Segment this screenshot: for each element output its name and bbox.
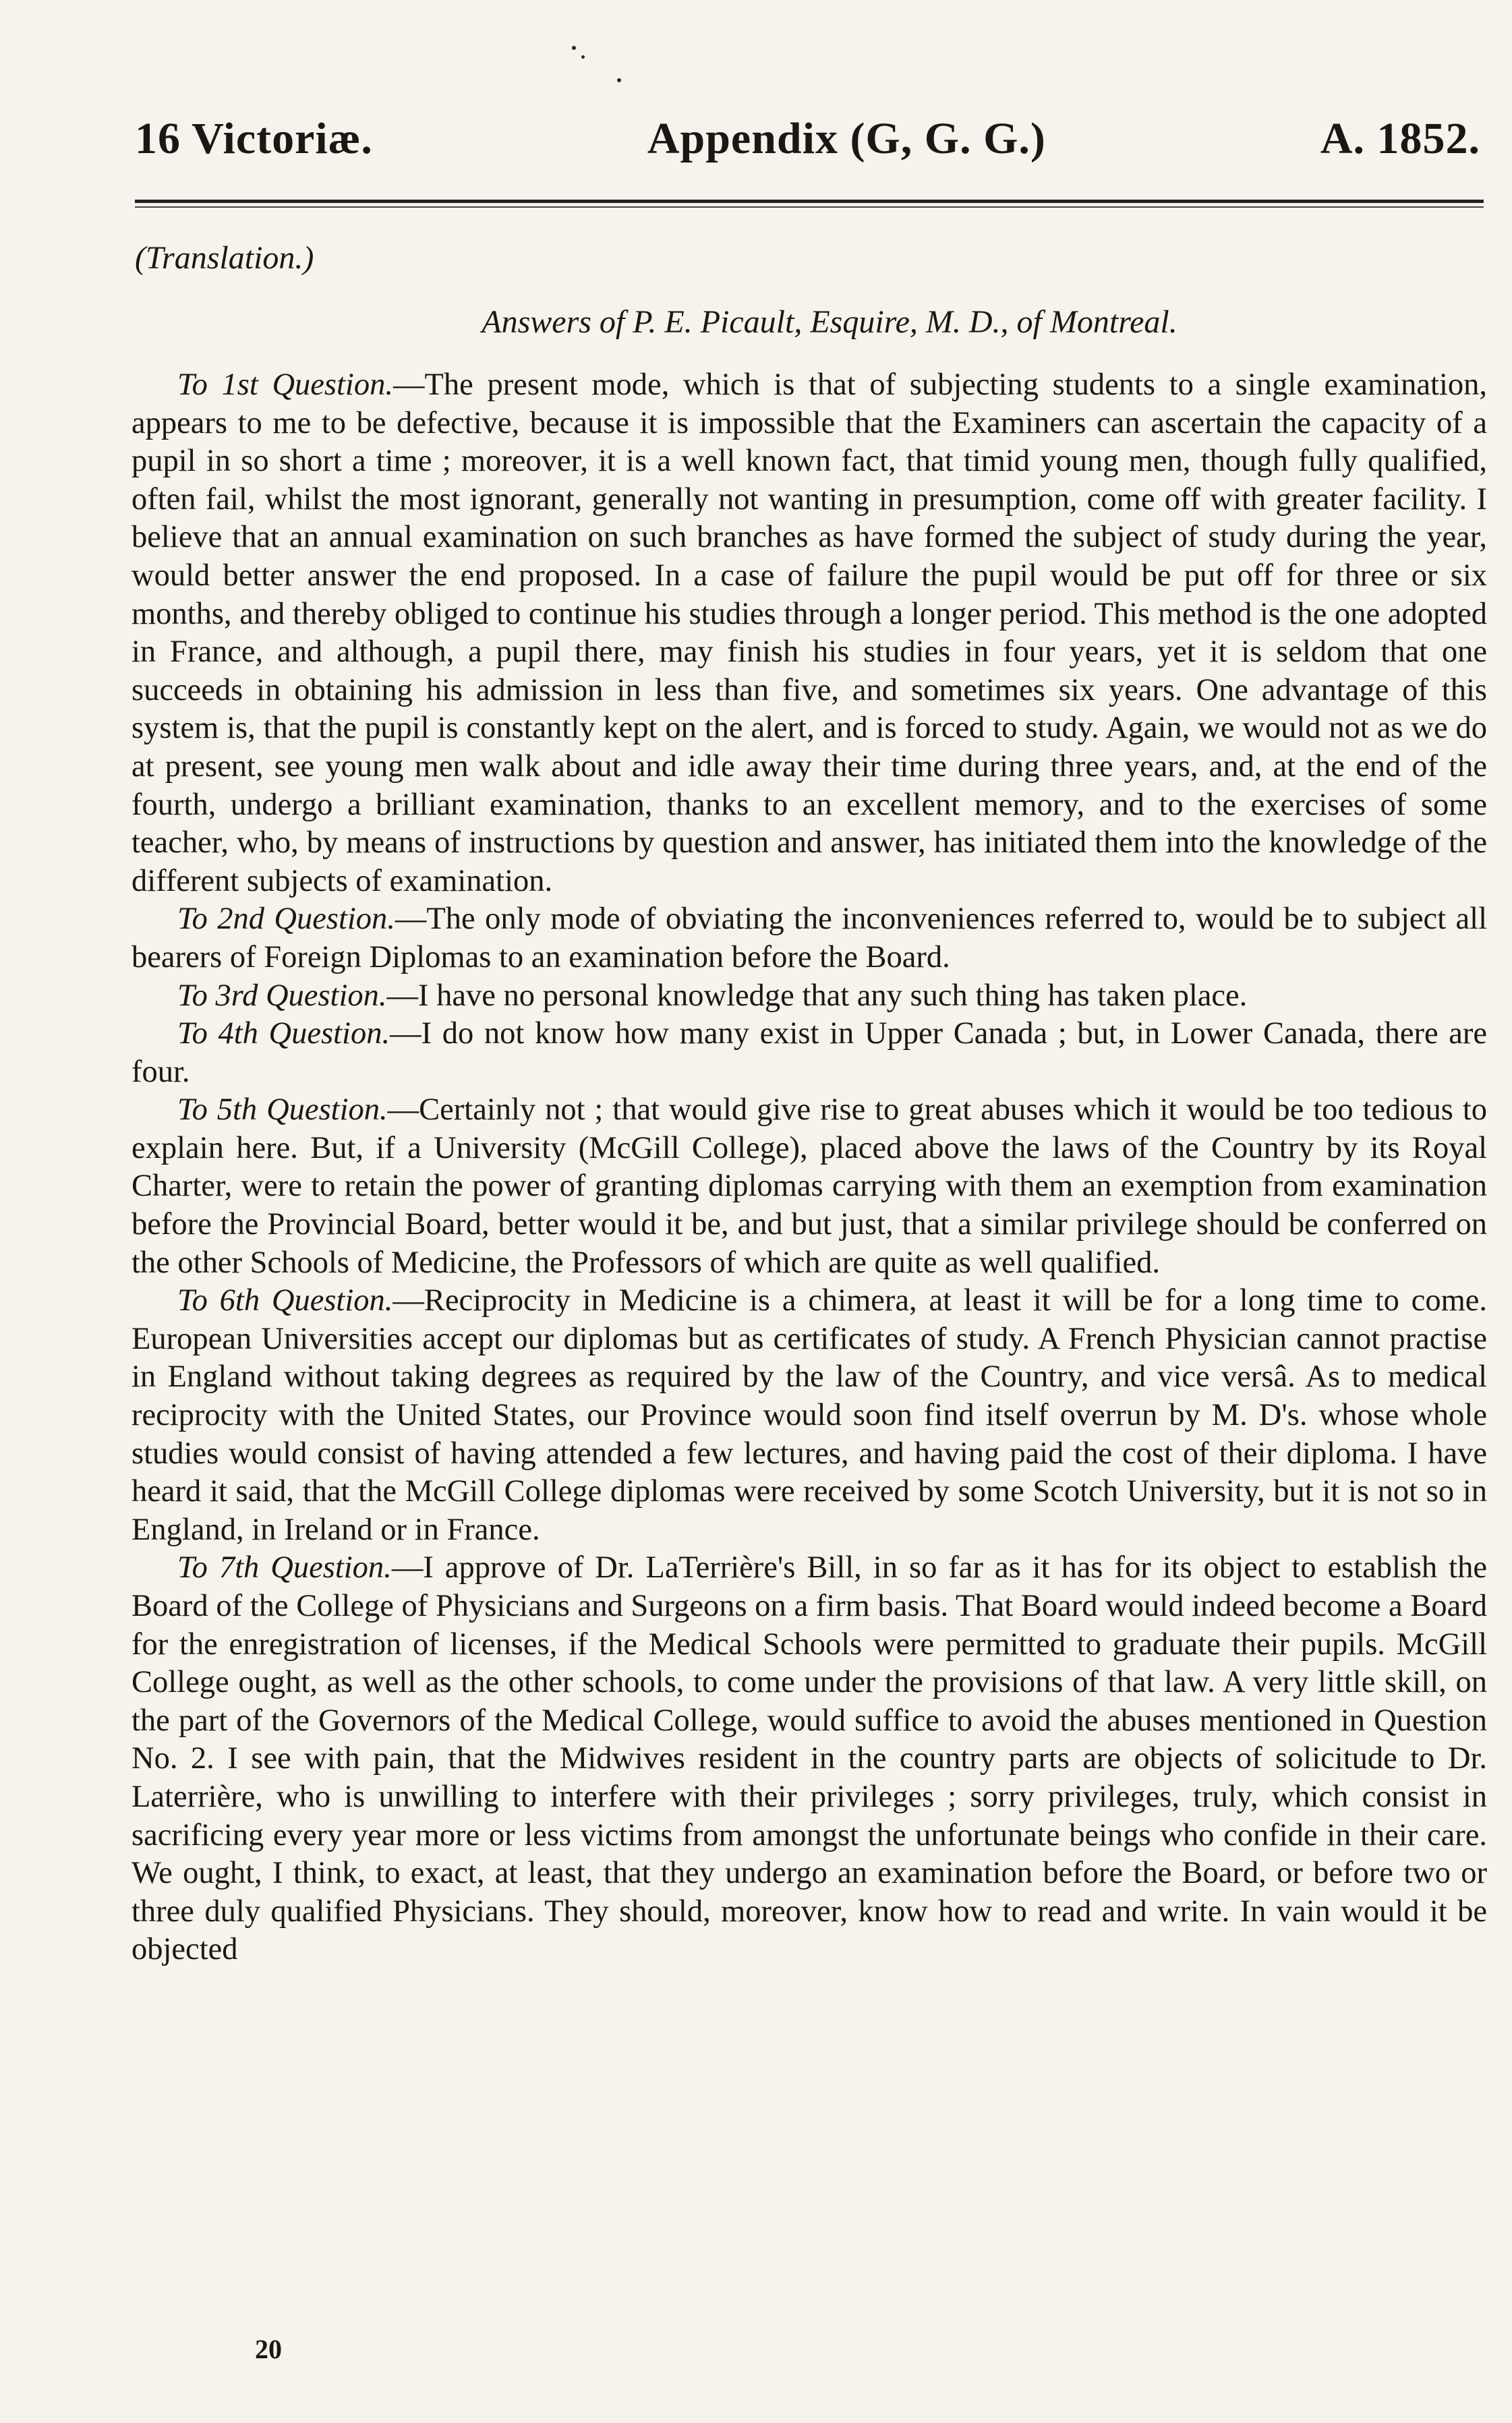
answers-body xyxy=(132,366,1487,1969)
answer-paragraph-1 xyxy=(132,366,1487,900)
question-lead: To 3rd Question. xyxy=(177,978,387,1013)
header-rule-thick xyxy=(135,200,1484,203)
answer-paragraph-3 xyxy=(132,977,1487,1016)
document-subtitle: Answers of P. E. Picault, Esquire, M. D., of Montreal. xyxy=(482,304,1177,340)
question-lead: To 5th Question. xyxy=(177,1092,388,1128)
answer-paragraph-6 xyxy=(132,1282,1487,1549)
answer-text: —Reciprocity in Medicine is a chimera, at least it will be for a long time to come. European Universities accept our diplomas but as certificates of study. A French Physician cannot practise in England without taking degrees as required by the law of the Country, and vice versâ. As to medical reciprocity with the United States, our Province would soon find itself overrun by M. D's. whose whole studies would consist of having attended a few lectures, and having paid the cost of their diploma. I have heard it said, that the McGill College diplomas were received by some Scotch University, but it is not so in England, in Ireland or in France. xyxy=(132,1283,1487,1547)
question-lead: To 6th Question. xyxy=(177,1283,393,1318)
answer-text: —I approve of Dr. LaTerrière's Bill, in so far as it has for its object to establish the Board of the College of Physicians and Surgeons on a firm basis. That Board would indeed become a Board for the enregistration of licenses, if the Medical Schools were permitted to graduate their pupils. McGill College ought, as well as the other schools, to come under the provisions of that law. A very little skill, on the part of the Governors of the Medical College, would suffice to avoid the abuses mentioned in Question No. 2. I see with pain, that the Midwives resident in the country parts are objects of solicitude to Dr. Laterrière, who is unwilling to interfere with their privileges ; sorry privileges, truly, which consist in sacrificing every year more or less victims from amongst the unfortunate beings who confide in their care. We ought, I think, to exact, at least, that they undergo an examination before the Board, or before two or three duly qualified Physicians. They should, moreover, know how to read and write. In vain would it be objected xyxy=(132,1550,1487,1967)
question-lead: To 2nd Question. xyxy=(177,902,395,937)
answer-text: —Certainly not ; that would give rise to great abuses which it would be too tedious to explain here. But, if a University (McGill College), placed above the laws of the Country by its Royal Charter, were to retain the power of granting diplomas carrying with them an exemption from examination before the Provincial Board, better would it be, and but just, that a similar privilege should be conferred on the other Schools of Medicine, the Professors of which are quite as well qualified. xyxy=(132,1092,1487,1280)
answer-text: —The present mode, which is that of subjecting students to a single examination, appears to me to be defective, because it is impossible that the Examiners can ascertain the capacity of a pupil in so short a time ; moreover, it is a well known fact, that timid young men, though fully qualified, often fail, whilst the most ignorant, generally not wanting in presumption, come off with greater facility. I believe that an annual examination on such branches as have formed the subject of study during the year, would better answer the end proposed. In a case of failure the pupil would be put off for three or six months, and thereby obliged to continue his studies through a longer period. This method is the one adopted in France, and although, a pupil there, may finish his studies in four years, yet it is seldom that one succeeds in obtaining his admission in less than five, and sometimes six years. One advantage of this system is, that the pupil is constantly kept on the alert, and is forced to study. Again, we would not as we do at present, see young men walk about and idle away their time during three years, and, at the end of the fourth, undergo a brilliant examination, thanks to an excellent memory, and to the exercises of some teacher, who, by means of instructions by question and answer, has initiated them into the knowledge of the different subjects of examination. xyxy=(132,368,1488,898)
answer-text: —I do not know how many exist in Upper Canada ; but, in Lower Canada, there are four. xyxy=(132,1016,1487,1089)
scan-speck xyxy=(581,55,585,59)
header-appendix: Appendix (G, G. G.) xyxy=(647,114,1046,163)
question-lead: To 4th Question. xyxy=(177,1016,390,1051)
scan-speck xyxy=(572,46,576,50)
scan-speck xyxy=(617,78,621,82)
header-rule-thin xyxy=(135,206,1484,208)
question-lead: To 7th Question. xyxy=(177,1550,392,1585)
answer-paragraph-5 xyxy=(132,1091,1487,1282)
header-session: 16 Victoriæ. xyxy=(135,114,373,163)
page-folio: 20 xyxy=(255,2334,282,2364)
header-year: A. 1852. xyxy=(1320,114,1480,163)
answer-paragraph-4 xyxy=(132,1015,1487,1091)
translation-label: (Translation.) xyxy=(135,240,314,276)
question-lead: To 1st Question. xyxy=(177,368,393,402)
running-header xyxy=(135,113,1480,181)
answer-paragraph-2 xyxy=(132,900,1487,976)
answer-paragraph-7 xyxy=(132,1549,1487,1969)
answer-text: —The only mode of obviating the inconveniences referred to, would be to subject all bearers of Foreign Diplomas to an examination before the Board. xyxy=(132,902,1487,974)
answer-text: —I have no personal knowledge that any such thing has taken place. xyxy=(386,978,1248,1013)
